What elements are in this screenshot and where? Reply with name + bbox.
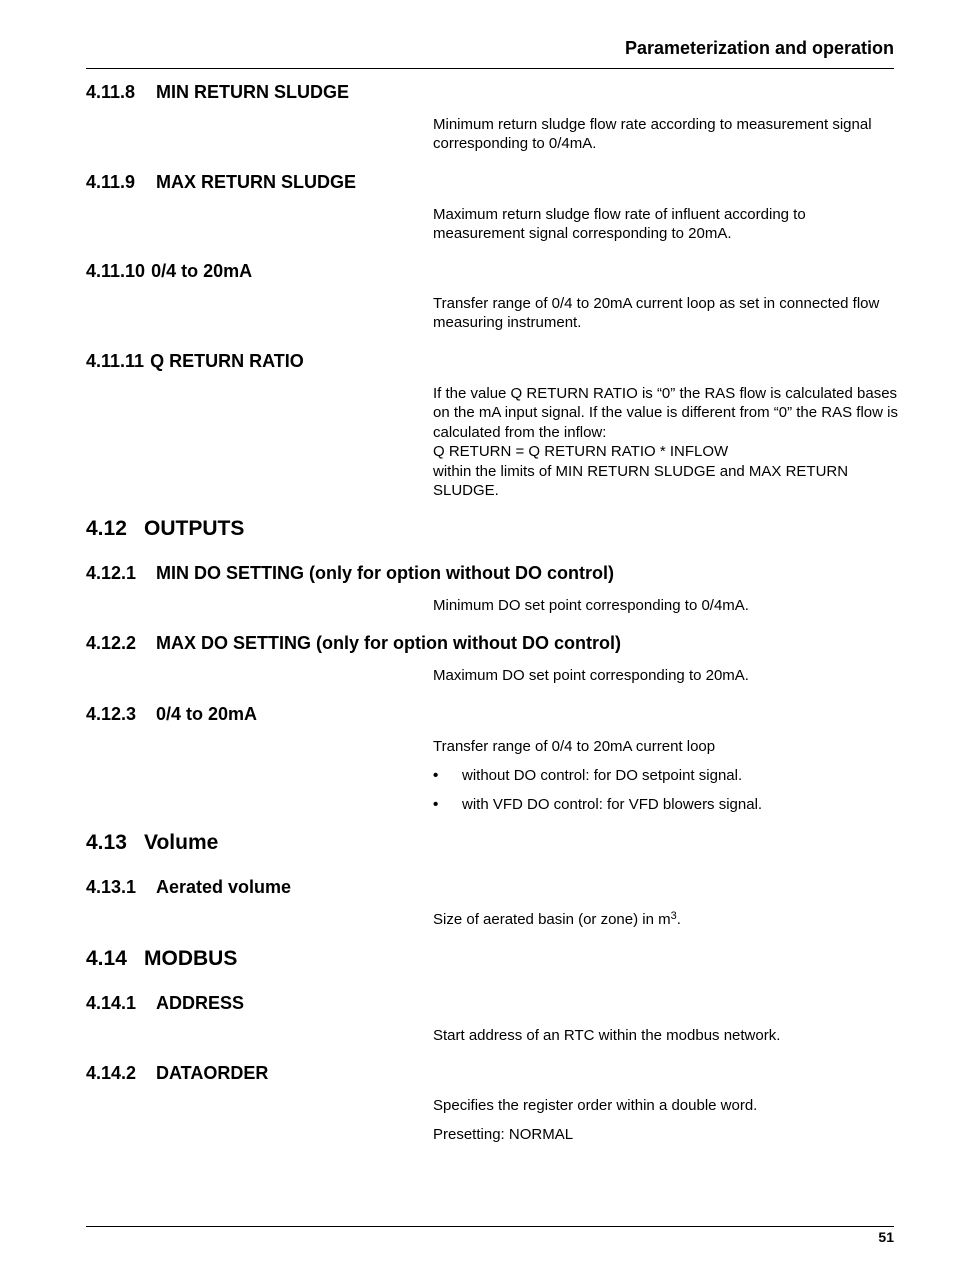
section-title: Volume [144,831,219,854]
section-number: 4.13 [86,831,127,854]
section-number: 4.13.1 [86,877,137,897]
section-body-4-11-10: Transfer range of 0/4 to 20mA current loop as set in connected flow measuring instrument. [433,295,880,332]
paragraph: within the limits of MIN RETURN SLUDGE and MAX RETURN SLUDGE. [433,462,849,500]
section-title: ADDRESS [156,993,245,1013]
bullet-symbol: • [433,767,439,784]
section-body-4-12-3: Transfer range of 0/4 to 20mA current loop [433,738,716,755]
section-heading-4-13-1 [86,877,291,898]
section-number: 4.11.9 [86,172,136,192]
page-header-title: Parameterization and operation [624,38,894,58]
section-body-4-13-1 [433,910,898,929]
section-title: MAX DO SETTING (only for option without DO control) [156,633,621,653]
bullet-text: with VFD DO control: for VFD blowers signal. [462,796,763,813]
section-heading-4-14-1 [86,993,244,1014]
section-heading-4-14 [86,947,237,971]
section-heading-4-12-1 [86,563,614,584]
section-heading-4-11-11 [86,351,304,372]
section-heading-4-12 [86,517,244,541]
section-title: Q RETURN RATIO [150,351,304,371]
bullet-item [433,795,898,814]
presetting-note: Presetting: NORMAL [433,1126,574,1143]
text: Size of aerated basin (or zone) in m [433,911,671,928]
footer-divider [86,1226,894,1227]
section-title: MIN DO SETTING (only for option without DO control) [156,563,614,583]
section-title: MIN RETURN SLUDGE [156,82,349,102]
section-heading-4-12-3 [86,704,257,725]
section-heading-4-11-8 [86,82,349,103]
section-body-4-11-8: Minimum return sludge flow rate according to measurement signal corresponding to 0/4mA. [433,116,872,153]
section-body-4-14-2: Specifies the register order within a double word. [433,1097,758,1114]
section-title: 0/4 to 20mA [151,261,253,281]
section-heading-4-13 [86,831,218,855]
bullet-symbol: • [433,796,439,813]
paragraph: If the value Q RETURN RATIO is “0” the RAS flow is calculated bases on the mA input signal. If the value is different from “0” the RAS flow is calculated from the inflow: [433,385,898,441]
section-number: 4.11.10 [86,261,146,281]
section-number: 4.12 [86,517,127,540]
section-heading-4-11-9 [86,172,356,193]
text: . [676,911,681,928]
bullet-item [433,766,898,785]
section-number: 4.11.11 [86,351,145,371]
section-number: 4.12.1 [86,563,137,583]
formula: Q RETURN = Q RETURN RATIO * INFLOW [433,443,729,461]
section-number: 4.12.2 [86,633,137,653]
section-number: 4.11.8 [86,82,136,102]
section-number: 4.14 [86,947,127,970]
section-title: 0/4 to 20mA [156,704,258,724]
page-number: 51 [878,1229,894,1245]
header-divider [86,68,894,69]
section-number: 4.12.3 [86,704,137,724]
section-title: MODBUS [144,947,238,970]
section-title: MAX RETURN SLUDGE [156,172,357,192]
section-title: DATAORDER [156,1063,269,1083]
section-title: Aerated volume [156,877,292,897]
section-body-4-11-11 [433,384,898,500]
section-body-4-12-2: Maximum DO set point corresponding to 20mA. [433,667,749,684]
section-body-4-14-1: Start address of an RTC within the modbus network. [433,1027,781,1044]
bullet-text: without DO control: for DO setpoint signal. [462,767,743,784]
section-body-4-11-9: Maximum return sludge flow rate of influent according to measurement signal corresponding to 20mA. [433,206,806,243]
section-heading-4-12-2 [86,633,621,654]
section-number: 4.14.2 [86,1063,137,1083]
section-heading-4-11-10 [86,261,252,282]
section-number: 4.14.1 [86,993,137,1013]
section-heading-4-14-2 [86,1063,268,1084]
superscript: 3 [670,910,677,922]
section-title: OUTPUTS [144,517,245,540]
section-body-4-12-1: Minimum DO set point corresponding to 0/4mA. [433,597,749,614]
